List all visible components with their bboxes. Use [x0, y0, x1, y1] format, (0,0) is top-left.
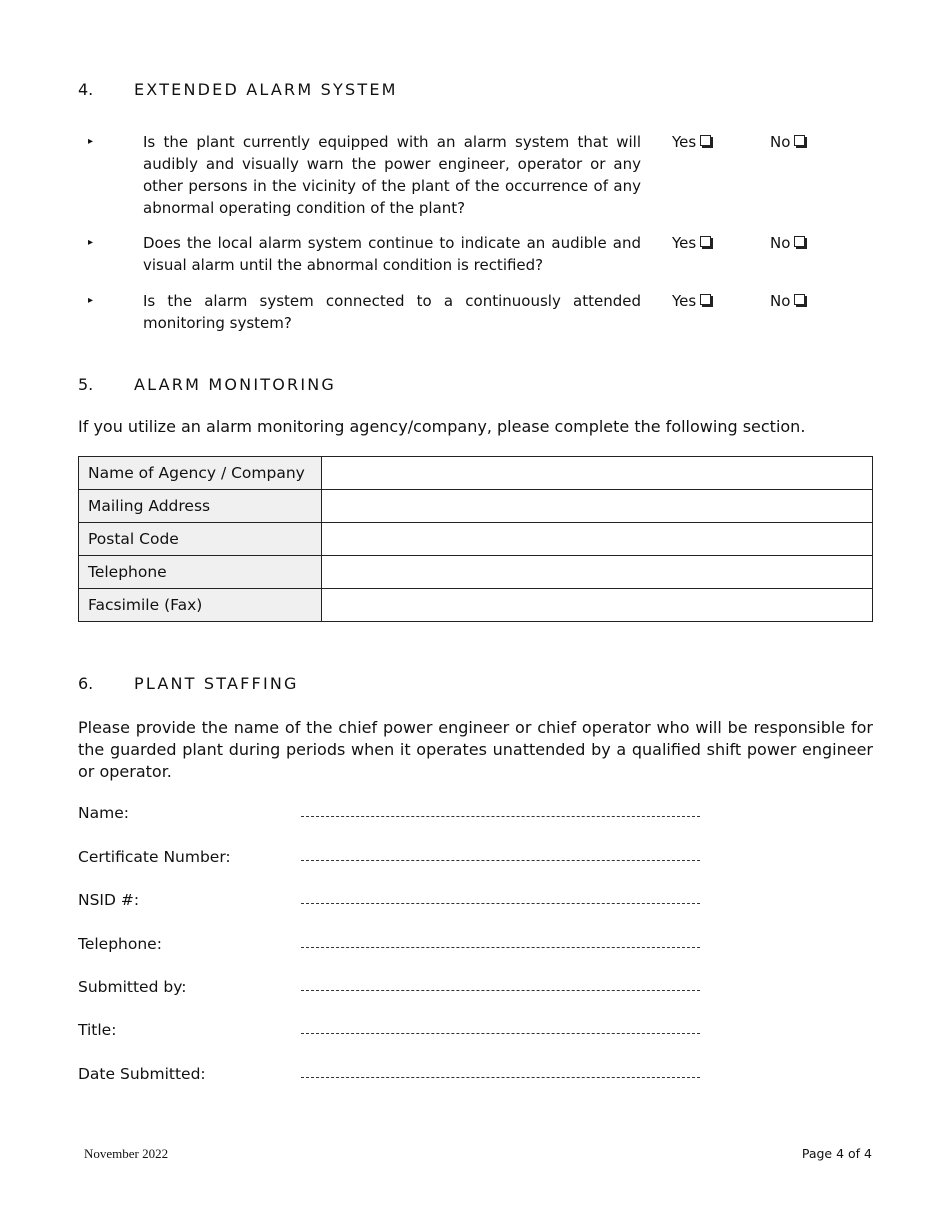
yes-option[interactable] [672, 232, 711, 254]
table-row [79, 490, 873, 523]
no-label: No [770, 292, 791, 310]
agency-table [78, 456, 873, 622]
signature-line[interactable] [301, 1033, 700, 1034]
no-checkbox-icon[interactable] [794, 236, 805, 247]
section-6-intro: Please provide the name of the chief power engineer or chief operator who will be responsible for the guarded plant during periods when it operates unattended by a qualified shift power engineer or operator. [78, 718, 873, 781]
signature-line[interactable] [301, 903, 700, 904]
no-option[interactable] [770, 232, 805, 254]
bullet-icon: ▸ [88, 295, 94, 306]
field-label: Date Submitted: [78, 1065, 206, 1083]
no-checkbox-icon[interactable] [794, 135, 805, 146]
row-label: Mailing Address [79, 490, 322, 523]
signature-line[interactable] [301, 860, 700, 861]
row-value-field[interactable] [322, 556, 873, 589]
signature-line[interactable] [301, 816, 700, 817]
section-number: 5. [78, 375, 94, 394]
yes-checkbox-icon[interactable] [700, 294, 711, 305]
bullet-icon: ▸ [88, 136, 94, 147]
table-row [79, 556, 873, 589]
question-text: Does the local alarm system continue to indicate an audible and visual alarm until the abnormal condition is rectified? [143, 234, 641, 274]
yes-label: Yes [672, 234, 697, 252]
row-label: Name of Agency / Company [79, 457, 322, 490]
page-number: Page 4 of 4 [801, 1146, 872, 1161]
section-title: PLANT STAFFING [134, 674, 299, 693]
no-label: No [770, 234, 791, 252]
row-value-field[interactable] [322, 490, 873, 523]
section-number: 4. [78, 80, 94, 99]
yes-label: Yes [672, 133, 697, 151]
table-row [79, 523, 873, 556]
field-label: Name: [78, 804, 129, 822]
section-5-heading [78, 375, 336, 394]
yes-label: Yes [672, 292, 697, 310]
question-row [78, 131, 878, 219]
yes-checkbox-icon[interactable] [700, 135, 711, 146]
question-row [78, 290, 878, 334]
yes-option[interactable] [672, 290, 711, 312]
field-label: NSID #: [78, 891, 140, 909]
section-6-heading [78, 674, 299, 693]
field-label: Title: [78, 1021, 117, 1039]
section-5-intro: If you utilize an alarm monitoring agency/company, please complete the following section. [78, 417, 806, 436]
no-checkbox-icon[interactable] [794, 294, 805, 305]
question-row [78, 232, 878, 276]
no-option[interactable] [770, 290, 805, 312]
row-value-field[interactable] [322, 457, 873, 490]
signature-line[interactable] [301, 947, 700, 948]
row-label: Telephone [79, 556, 322, 589]
row-label: Postal Code [79, 523, 322, 556]
row-value-field[interactable] [322, 589, 873, 622]
row-label: Facsimile (Fax) [79, 589, 322, 622]
no-label: No [770, 133, 791, 151]
section-number: 6. [78, 674, 94, 693]
no-option[interactable] [770, 131, 805, 153]
signature-line[interactable] [301, 990, 700, 991]
field-label: Submitted by: [78, 978, 187, 996]
field-label: Telephone: [78, 935, 162, 953]
yes-checkbox-icon[interactable] [700, 236, 711, 247]
footer-date: November 2022 [84, 1146, 169, 1161]
yes-option[interactable] [672, 131, 711, 153]
row-value-field[interactable] [322, 523, 873, 556]
signature-line[interactable] [301, 1077, 700, 1078]
section-title: EXTENDED ALARM SYSTEM [134, 80, 398, 99]
question-text: Is the plant currently equipped with an alarm system that will audibly and visually warn the power engineer, operator or any other persons in the vicinity of the plant of the occurrence of any abnormal operating condition of the plant? [143, 133, 641, 217]
table-row [79, 457, 873, 490]
table-row [79, 589, 873, 622]
section-title: ALARM MONITORING [134, 375, 337, 394]
field-label: Certificate Number: [78, 848, 231, 866]
bullet-icon: ▸ [88, 237, 94, 248]
question-text: Is the alarm system connected to a continuously attended monitoring system? [143, 292, 641, 332]
section-4-heading [78, 80, 398, 99]
